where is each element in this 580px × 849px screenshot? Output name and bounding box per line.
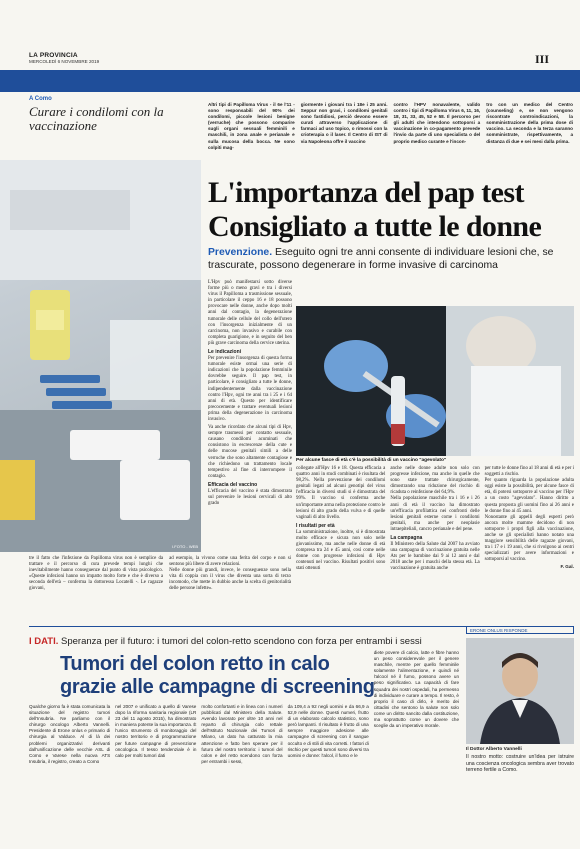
newspaper-name: LA PROVINCIA [29, 52, 78, 59]
bottom-kicker-text: Speranza per il futuro: i tumori del colon-retto scendono con forza per entrambi i sessi [58, 636, 422, 647]
article-column [169, 556, 291, 593]
article-column [485, 466, 574, 573]
doctor-photo [466, 638, 574, 744]
subheading: Efficacia del vaccino [208, 481, 258, 488]
paragraph: Per quanto riguarda la popolazione adulta oggi esiste la possibilità, per alcune fasce di età, di potersi sottoporre al vaccino per l'Hpv a un costo "agevolato". Hanno diritto a questa proposta gli uomini fino ai 26 anni e le donne fino ai 45 anni. [484, 478, 574, 514]
lab-photo [0, 160, 201, 552]
headline-line: L'importanza del pap test [208, 176, 524, 209]
paragraph: da 109,4 a 92 negli uomini e da 66,9 a 52,9 nelle donne. Questi numeri, frutto di un elaborato calcolo statistico, sono però lampanti. Il risultato è frutto di una sempre maggiore adesione alle campagne di screening con il sangue occulto e di stili di vita corretti. I fattori di rischio per questi tumori sono diversi tra uomini e donne: l'alcol, il fumo e le [287, 704, 369, 758]
sidebar-column: contro l'HPV nonavalente, valido contro i tipi di Papilloma Virus 6, 11, 16, 18, 31, 33, 45, 52 e 58. Il percorso per gli adulti che intendono sottoporsi a vaccinazione in co-pagamento prevede l'invio da parte di uno specialista o del proprio medico curante e l'incon- [393, 102, 481, 144]
headline-line: Tumori del colon retto in calo [60, 653, 330, 675]
article-columns [296, 466, 574, 573]
standfirst-lead: Prevenzione. [208, 247, 273, 258]
paragraph: L'Hpv può manifestarsi sotto diverse forme più o meno gravi e tra i diversi virus il Papilloma a trasmissione sessuale, in particolare il ceppo 16 e 18 possono provocare nelle donne, anche dopo molti anni dal contagio, la degenerazione tumorale delle cellule del collo dell'utero con l'insorgenza inizialmente di un carcinoma, non invasivo e curabile con completa guarigione, e in seguito del ben più grave carcinoma della cervice uterina. [208, 280, 292, 346]
photo-caption: Per alcune fasce di età c'è la possibilità di un vaccino "agevolato" [296, 458, 447, 463]
paragraph: L'efficacia del vaccino è stata dimostrata sul prevenire le lesioni cervicali di alto grado [208, 488, 292, 507]
bottom-label: I DATI. [29, 636, 59, 647]
headline-line: Consigliato a tutte le donne [208, 210, 542, 243]
subheading: La campagna [390, 535, 423, 542]
location-label: A Como [29, 96, 52, 102]
subheading: Le indicazioni [208, 349, 242, 356]
paragraph: Nonostante gli appelli degli esperti però ancora molte mamme decidono di non sottoporre i propri figli alla vaccinazione, anche se gli specialisti hanno notato una maggiore sensibilità delle ragazze giovani, tra i 17 e i 19 anni, che si rivolgono ai centri specializzati per avere informazioni e sottoporsi al vaccino. [484, 514, 574, 563]
sidebar-column: Altri tipi di Papilloma Virus - il 6e l'11 - sono responsabili del 90% dei condilomi, piccole lesioni benigne (verruche) che possono comparire sugli organi sessuali femminili e maschili, in zona anale e perianale e sulla mucosa della bocca. Ne sono colpiti mag- [208, 102, 295, 150]
doctor-caption [466, 747, 574, 774]
paragraph: tre il fatto che l'infezione da Papilloma virus non è semplice da trattare e il percorso di cura prevede tempi lunghi che inevitabilmente hanno conseguenze dal punto di vista psicologico. «Queste infezioni hanno un impatto molto forte e che è diverso a seconda dell'età – conferma la dottoressa Locatelli -. Le ragazze giovani, [29, 556, 164, 592]
article-column [390, 466, 479, 573]
paragraph: diete povere di calcio, latte e fibre hanno un peso considerevole per il genere maschile, mentre per quello femminile solamente l'alimentazione, e quindi né l'alcool né il fumo, possono avere un peso significativo. La capacità di fare squadra dei nostri ospedali, ha permesso di individuare e curare a tempo. Il resto, è proprio il caso di dirlo, è merito dei cittadini che sentono la salute non solo come un diritto sancito dalla costituzione, ma soprattutto come un dovere che sceglie da un imperativo morale. [373, 650, 459, 729]
page-number: III [534, 52, 549, 66]
paragraph: Il Ministero della Salute dal 2007 ha avviato una campagna di vaccinazione gratuita nelle Ats per le bambine dai 9 ai 12 anni e dal 2018 anche per i maschi della stessa età. La vaccinazione è gratuita anche [390, 542, 480, 572]
column-tag: ERONE ONLUS RISPONDE [466, 626, 574, 634]
nurse-photo [296, 306, 574, 456]
paragraph: anche nelle donne adulte non solo con progresse infezione, ma anche in quelle che sono state trattate chirurgicamente, dimostrando una riduzione del rischio di ricaduta o reinfezione del 64,9%. [390, 466, 480, 496]
article-column [208, 280, 292, 507]
doctor-photo-illustration [466, 638, 574, 744]
divider [29, 626, 574, 627]
author-initials: F. Gal. [560, 563, 574, 569]
paragraph: ad esempio, la vivono come una ferita del corpo e non si sentono più libere di avere relazioni. [169, 556, 291, 568]
sidebar-title: Curare i condilomi con la vaccinazione [29, 104, 164, 133]
subheading: I risultati per età [296, 522, 335, 529]
nurse-photo-illustration [296, 306, 574, 456]
paragraph: Va anche ricordato che alcuni tipi di Hpv, sempre trasmessi per contatto sessuale, causano condilomi acuminati che consistono in escrescenze della cute e delle mucose genitali simili a delle verruche che sono altamente contagiose e che richiedono un trattamento locale tempestivo al fine di interrompere il contagio. [208, 425, 292, 479]
paragraph: per tutte le donne fino al 18 anni di età e per i soggetti a rischio. [484, 466, 574, 478]
sidebar-columns [208, 102, 573, 151]
paragraph: nel 2007 e unificato a quello di Varese dopo la riforma sanitaria regionale (LR 23 del 11 agosto 2015), ha dimostrato in maniera potente la sua importanza. È l'unico strumento di monitoraggio del nostro territorio e di programmazione per future campagne di prevenzione oncologica. Il tesso tendenziale è in calo per molti tumori dati [115, 704, 197, 758]
headline-line: grazie alle campagne di screening [60, 676, 375, 698]
paragraph: collegate all'Hpv 16 e 18. Questa efficacia a quattro anni in studi combinati è risultata del 98,2%. Nella prevenzione dei condilomi genitali legati ad alcuni genotipi del virus l'efficacia in diversi studi si è dimostrata del 99%. Il vaccino si conferma anche un'importante arma nella protezione contro le lesioni di alto grado della vulva e di quelle vaginali di alto livello. [296, 466, 386, 520]
article-columns-left [29, 556, 291, 593]
doctor-quote: Il nostro motto: costruire un'idea per istruire una coscienza oncologica sembra aver trovato terreno fertile a Como. [466, 754, 574, 774]
caption-name: Il Dottor Alberto Vannelli [466, 747, 522, 752]
photo-credit: I.FOTO - WEB [172, 544, 198, 549]
sidebar-column: giormente i giovani tra i 18e i 25 anni. Seppur non gravi, i condilomi genitali sono fastidiosi, perciò devono essere curati attraverso l'applicazione di farmaci ad uso topico, o rimossi con la crioterapia o il laser. Il Centro di IST di via Napoleona offre il vaccino [300, 102, 388, 144]
article-column [296, 466, 385, 573]
standfirst [208, 246, 573, 272]
main-headline [208, 176, 573, 244]
paragraph: Nelle donne più grandi, invece, le conseguenze sono nella vita di coppia con il virus che diventa una sorta di terzo incomodo, che mette in dubbio anche la scelta di genitorialità delle persone infette». [169, 568, 291, 592]
masthead-band [0, 70, 580, 92]
paragraph: La somministrazione, inoltre, si è dimostrata molto efficace e sicura non solo nelle giovanissime, ma anche nelle donne di età compresa tra 24 e 45 anni, così come nelle donne con progresse infezioni di Hpv contenuti nel vaccino. Risultati positivi sono stati ottenuti [296, 529, 386, 572]
lab-photo-illustration [0, 160, 201, 552]
paragraph: Nella popolazione maschile tra i 16 e i 26 anni di età il vaccino ha dimostrato un'efficacia profilattica nei confronti delle lesioni genitali esterne come i condilomi genitali, ma anche per neoplasie intraepiteliali, cancro perianale e del pene. [390, 496, 480, 532]
sidebar-column: tro con un medico del Centro (counseling) e, se non vengono riscontrate controindicazioni, la somministrazione della prima dose di vaccino. La seconda e la terza saranno somministrate, rispettivamente, a distanza di due e sei mesi dalla prima. [486, 102, 573, 144]
bottom-headline [60, 653, 420, 699]
bottom-kicker [29, 636, 422, 647]
paragraph: molto confortanti e in linea con i numeri pubblicati dal Ministero della Salute. Avendo lavorato per oltre 10 anni nel reparto di chirurgia colo rettale dell'Istituto Nazionale dei Tumori di Milano, un dato ha catturato la mia attenzione e fatto ben sperare per il futuro del nostro territorio: i tumori del colon e del retto scendono con forza per entrambi i sessi, [201, 704, 283, 764]
paragraph: Qualche giorno fa è stata comunicata la situazione del registro tumori dell'Insubria. Ne parliamo con il chirurgo oncologo Alberto Vannelli. Presidente di Erone onlus e primario di chirurgia al Valduce. Al di là dei problemi organizzativi derivanti dall'unificazione delle vecchie ASL di Como e Varese nella nuova ATS Insubria, il registro, creato a Como [29, 704, 111, 764]
publication-date: MERCOLEDÌ 6 NOVEMBRE 2019 [29, 59, 100, 64]
paragraph: Per prevenire l'insorgenza di questa forma tumorale esiste ormai una serie di indicazioni che la popolazione femminile dovrebbe seguire. Il pap test, in particolare, è consigliato a tutte le donne, indipendentemente dalla vaccinazione contro l'Hpv, ogni tre anni tra i 25 e i 64 anni di età. Questo per identificare precocemente e trattare eventuali lesioni prima della degenerazione in carcinoma invasivo. [208, 356, 292, 422]
standfirst-text: Eseguito ogni tre anni consente di individuare lesioni che, se trascurate, possono degenerare in forme invasive di carcinoma [208, 247, 554, 271]
